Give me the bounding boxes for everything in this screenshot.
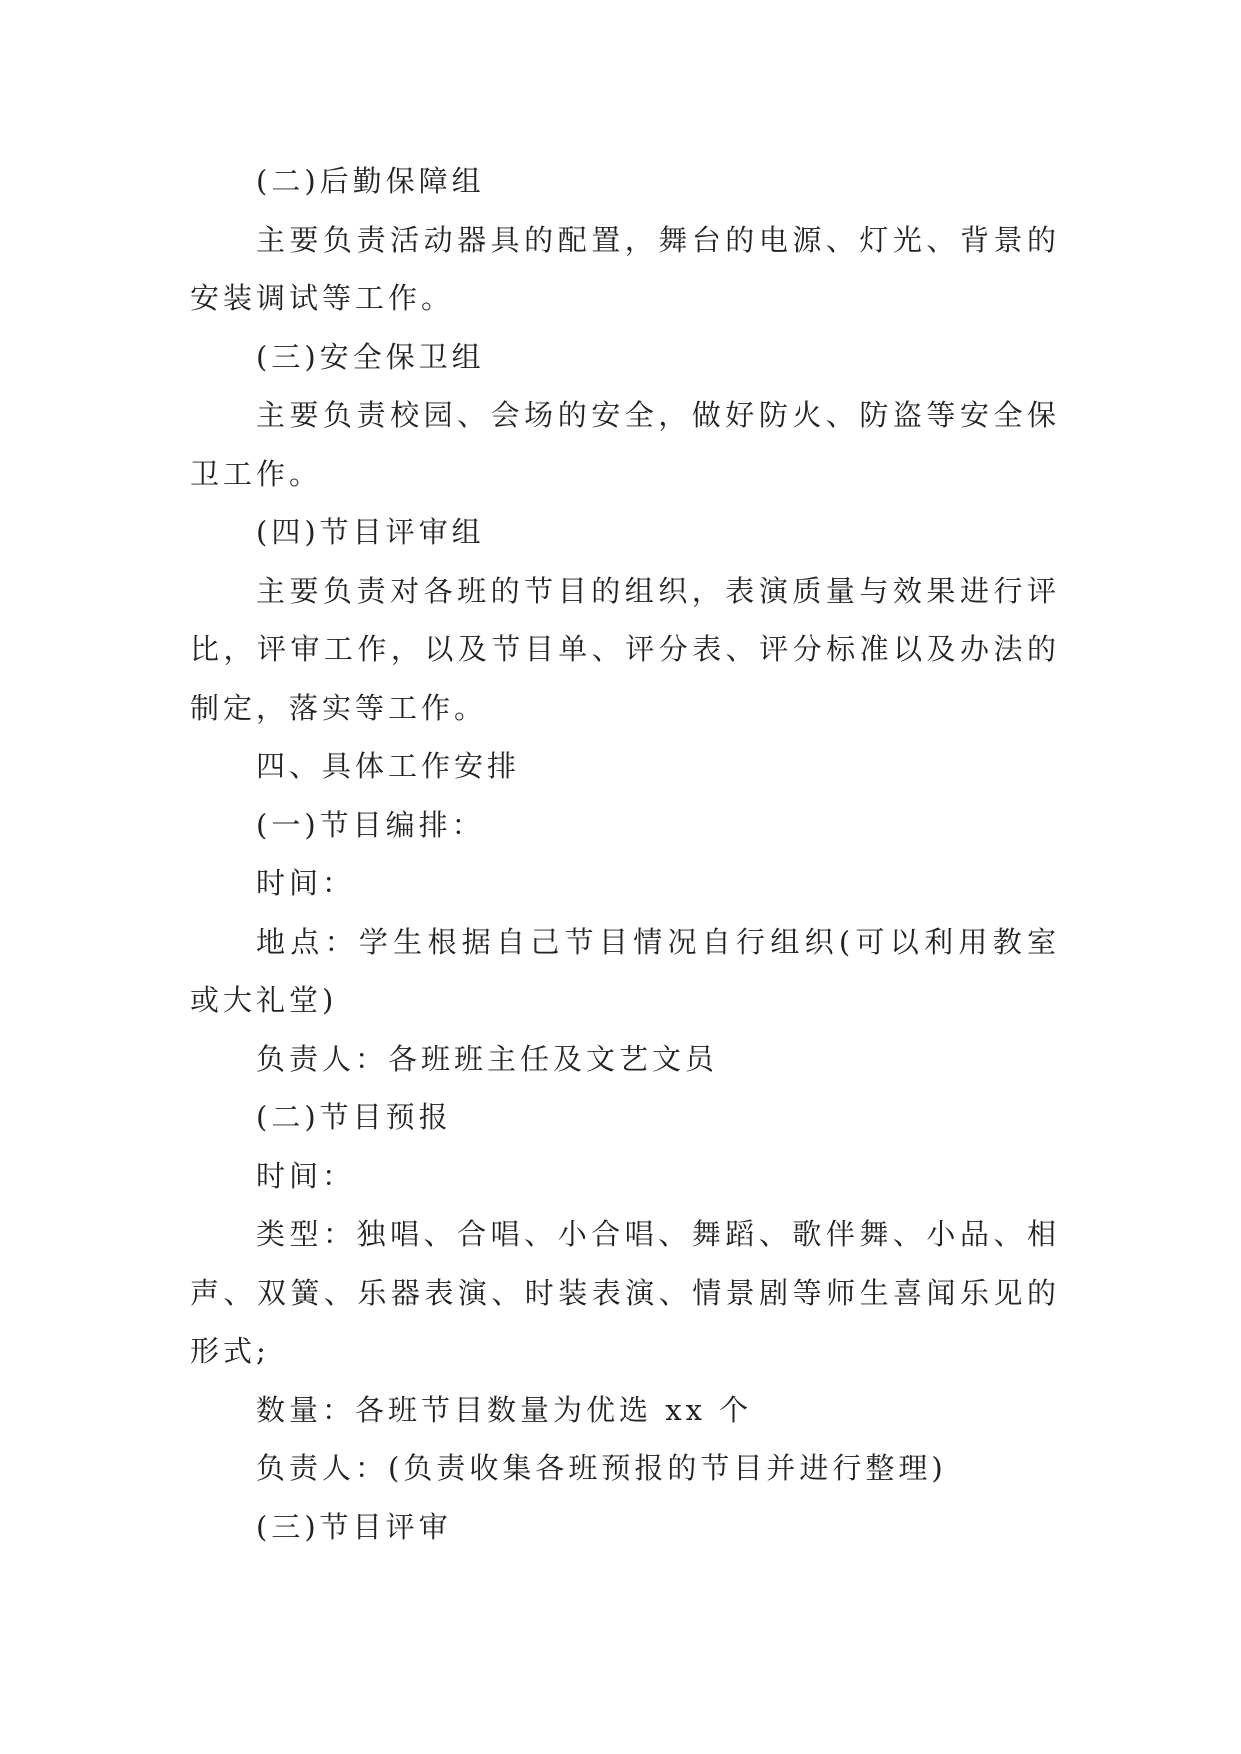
field-time: 时间： <box>256 866 356 900</box>
section-heading-logistics: (二)后勤保障组 <box>256 164 485 198</box>
section-heading-security: (三)安全保卫组 <box>256 339 485 374</box>
field-location: 地点：学生根据自己节目情况自行组织(可以利用教室或大礼堂) <box>190 924 1060 1017</box>
section-heading-work-arrangement: 四、具体工作安排 <box>256 749 521 783</box>
paragraph-logistics-duties: 主要负责活动器具的配置，舞台的电源、灯光、背景的安装调试等工作。 <box>190 222 1060 315</box>
field-person-in-charge: 负责人：各班班主任及文艺文员 <box>256 1041 719 1076</box>
subheading-program-arrangement: (一)节目编排： <box>256 807 485 842</box>
section-heading-review-group: (四)节目评审组 <box>256 515 485 549</box>
field-quantity: 数量：各班节目数量为优选 xx 个 <box>256 1392 753 1427</box>
paragraph-security-duties: 主要负责校园、会场的安全，做好防火、防盗等安全保卫工作。 <box>190 398 1060 491</box>
paragraph-review-duties: 主要负责对各班的节目的组织，表演质量与效果进行评比，评审工作，以及节目单、评分表、评分标准以及办法的制定，落实等工作。 <box>190 573 1060 725</box>
field-person-in-charge: 负责人：(负责收集各班预报的节目并进行整理) <box>256 1451 947 1485</box>
document-body <box>190 152 1060 1556</box>
field-time: 时间： <box>256 1158 356 1193</box>
subheading-program-forecast: (二)节目预报 <box>256 1100 452 1134</box>
subheading-program-review: (三)节目评审 <box>256 1509 452 1544</box>
field-program-types: 类型：独唱、合唱、小合唱、舞蹈、歌伴舞、小品、相声、双簧、乐器表演、时装表演、情景剧等师生喜闻乐见的形式; <box>190 1217 1060 1368</box>
